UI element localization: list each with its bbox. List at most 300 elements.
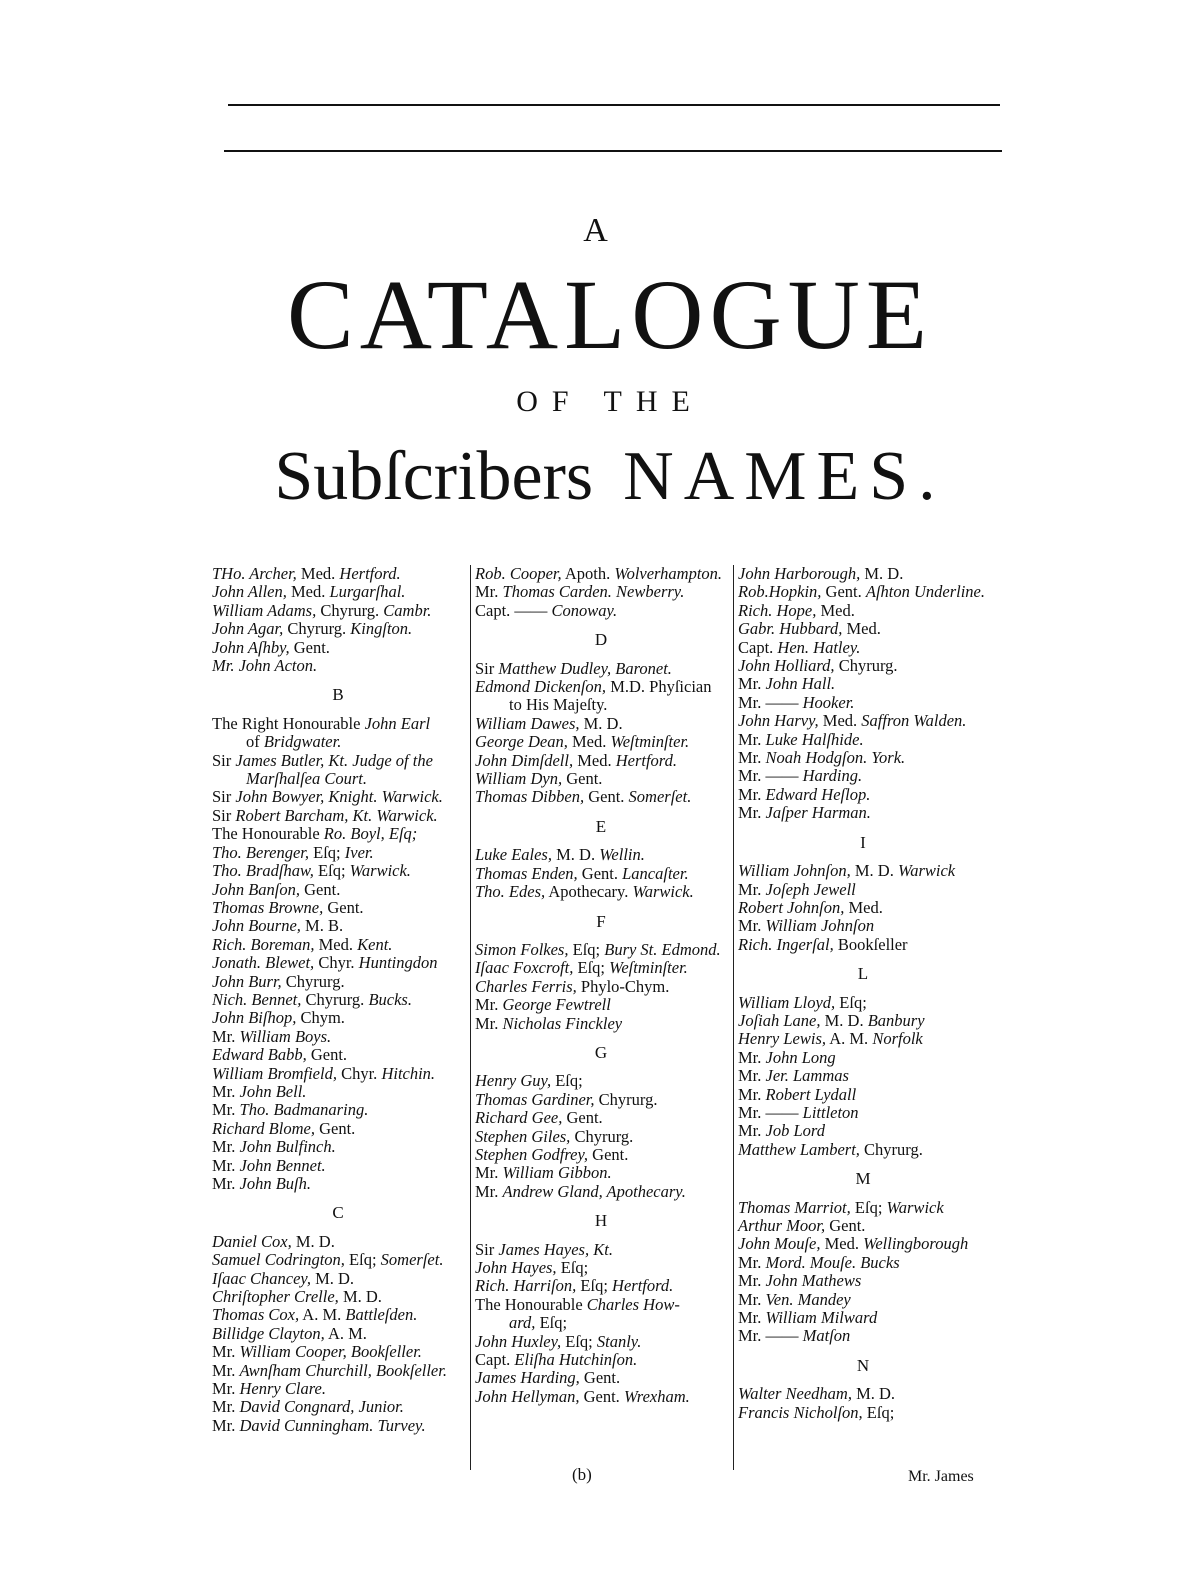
subscriber-title: Capt. —— — [475, 600, 552, 620]
subscriber-entry — [738, 731, 988, 749]
subscriber-place: Warwick — [897, 861, 956, 881]
subscriber-name: Rich. Boreman, — [212, 934, 315, 954]
subscriber-title: Gent. — [821, 582, 866, 602]
subscriber-name: Rich. Hope, — [738, 600, 817, 620]
subscriber-entry — [475, 1128, 727, 1146]
subscriber-name: John Banſon, — [212, 879, 300, 899]
subscriber-place: James Hayes, Kt. — [498, 1239, 613, 1259]
subscriber-place: John Bennet. — [239, 1155, 326, 1175]
subscriber-title: The Honourable — [475, 1294, 587, 1314]
subscriber-entry — [738, 881, 988, 899]
subscriber-place: David Cunningham. Turvey. — [239, 1415, 426, 1435]
subscriber-title: Mr. — [738, 1308, 766, 1328]
subscriber-title: Mr. — [738, 1252, 766, 1272]
subscriber-title: Med. — [844, 897, 883, 917]
subscriber-name: Samuel Codrington, — [212, 1250, 345, 1270]
subscriber-place: James Butler, Kt. Judge of the — [235, 750, 433, 770]
subscriber-title: Mr. — [738, 1047, 766, 1067]
subscriber-entry — [738, 862, 988, 880]
subscriber-entry — [738, 1309, 988, 1327]
subscriber-entry — [738, 917, 988, 935]
title-catalogue: CATALOGUE — [287, 259, 933, 370]
subscriber-title: Mr. — [212, 1379, 240, 1399]
subscriber-entry — [475, 1015, 727, 1033]
subscriber-title: Chyrurg. — [834, 656, 898, 676]
subscriber-title: Capt. — [475, 1350, 515, 1370]
subscriber-title: Eſq; — [573, 958, 610, 978]
subscriber-title: A. M. — [324, 1323, 367, 1343]
title-subscribers-names — [0, 438, 1191, 515]
subscriber-entry — [475, 865, 727, 883]
subscriber-entry — [738, 1141, 988, 1159]
subscriber-title: Mr. — [738, 784, 766, 804]
subscriber-entry — [212, 973, 464, 991]
subscriber-place: Warwick. — [349, 861, 411, 881]
subscriber-name: Tho. Bradſhaw, — [212, 861, 314, 881]
subscriber-place: Robert Lydall — [765, 1084, 857, 1104]
subscriber-entry — [738, 1327, 988, 1345]
subscriber-title: Mr. — [475, 1181, 503, 1201]
subscriber-name: Rich. Harriſon, — [475, 1276, 577, 1296]
subscriber-entry — [212, 715, 464, 733]
subscriber-title: Gent. — [579, 1386, 624, 1406]
subscriber-name: John Mouſe, — [738, 1234, 821, 1254]
subscriber-title: Med. — [842, 619, 881, 639]
subscriber-entry — [212, 1343, 464, 1361]
subscriber-name: Jonath. Blewet, — [212, 953, 315, 973]
subscriber-entry — [212, 1362, 464, 1380]
subscriber-title: Chyr. — [336, 1063, 382, 1083]
subscriber-entry — [212, 936, 464, 954]
subscriber-title: Mr. — [212, 1100, 240, 1120]
column-divider-1 — [470, 565, 471, 1470]
subscriber-place: John Long — [765, 1047, 836, 1067]
subscriber-title: Med. — [296, 564, 340, 583]
subscriber-title: Eſq; — [309, 842, 345, 862]
subscriber-title: Chyrurg. — [283, 619, 351, 639]
subscriber-title: Mr. — [738, 1121, 766, 1141]
subscriber-entry — [738, 994, 988, 1012]
subscriber-place: Weſtminſter. — [610, 732, 690, 752]
subscriber-entry — [212, 1175, 464, 1193]
column-divider-2 — [733, 565, 734, 1470]
subscriber-place: Ro. Boyl, Eſq; — [323, 824, 418, 844]
subscriber-name: Thomas Marriot, — [738, 1197, 851, 1217]
subscriber-place: John Bell. — [239, 1081, 307, 1101]
subscriber-entry — [212, 1009, 464, 1027]
subscriber-entry — [475, 788, 727, 806]
subscriber-place: Awnſham Churchill, Bookſeller. — [239, 1360, 447, 1380]
subscriber-name: Mr. John Acton. — [212, 656, 318, 676]
subscriber-entry — [212, 1138, 464, 1156]
subscriber-entry — [475, 1072, 727, 1090]
subscriber-place: Wellin. — [599, 845, 645, 865]
subscriber-name: William Adams, — [212, 600, 317, 620]
subscriber-title: Gent. — [314, 1118, 356, 1138]
subscriber-name: Joſiah Lane, — [738, 1010, 821, 1030]
subscriber-place: David Congnard, Junior. — [239, 1397, 404, 1417]
subscriber-name: John Aſhby, — [212, 637, 290, 657]
subscriber-title: Gent. — [579, 1368, 621, 1388]
subscriber-title: Mr. — [738, 1066, 766, 1086]
subscriber-entry — [475, 602, 727, 620]
subscriber-entry — [475, 941, 727, 959]
subscriber-place: Matſon — [802, 1326, 851, 1346]
subscriber-entry — [475, 565, 727, 583]
subscriber-name: Iſaac Chancey, — [212, 1268, 311, 1288]
subscriber-title: Gent. — [577, 863, 623, 883]
subscriber-title: Mr. — [738, 803, 766, 823]
subscriber-place: John Earl — [364, 713, 431, 733]
subscriber-entry — [212, 1065, 464, 1083]
subscriber-place: John Mathews — [765, 1271, 862, 1291]
subscriber-title: Eſq; — [535, 1313, 568, 1333]
subscriber-entry — [475, 883, 727, 901]
subscriber-entry — [475, 1277, 727, 1295]
subscriber-title: Mr. — [738, 1084, 766, 1104]
subscriber-name: Thomas Gardiner, — [475, 1089, 595, 1109]
subscriber-title: Mr. — [738, 1289, 766, 1309]
subscriber-entry — [738, 899, 988, 917]
subscriber-name: Rich. Ingerſal, — [738, 934, 834, 954]
subscriber-title: Chyrurg. — [570, 1126, 634, 1146]
subscriber-entry — [475, 1241, 727, 1259]
subscriber-entry — [738, 1104, 988, 1122]
subscriber-place: John Hall. — [765, 674, 836, 694]
subscriber-title: Med. — [286, 582, 330, 602]
subscriber-entry — [738, 675, 988, 693]
subscriber-entry — [475, 770, 727, 788]
subscriber-title: Eſq; — [551, 1071, 583, 1091]
subscriber-title: Eſq; — [561, 1331, 597, 1351]
subscriber-title: Eſq; — [313, 861, 350, 881]
subscriber-name: John Huxley, — [475, 1331, 562, 1351]
title-names: NAMES. — [623, 438, 946, 515]
subscriber-title: Mr. — [212, 1174, 240, 1193]
subscriber-title: Med. — [818, 711, 862, 731]
subscriber-place: Hooker. — [802, 692, 855, 712]
subscriber-entry — [212, 825, 464, 843]
subscriber-name: Simon Folkes, — [475, 939, 569, 959]
subscriber-entry — [212, 1120, 464, 1138]
subscriber-title: Mr. — [212, 1397, 240, 1417]
subscriber-place: Mord. Mouſe. Bucks — [765, 1252, 900, 1272]
section-letter: I — [860, 832, 866, 852]
subscriber-entry — [212, 1046, 464, 1064]
subscriber-title: M. D. — [551, 845, 600, 865]
subscriber-entry — [475, 959, 727, 977]
subscriber-title: Sir — [212, 805, 236, 825]
subscriber-title: Eſq; — [850, 1197, 887, 1217]
subscriber-entry — [475, 1109, 727, 1127]
subscriber-title: Eſq; — [344, 1250, 381, 1270]
subscriber-entry — [475, 1351, 727, 1369]
subscriber-entry — [738, 694, 988, 712]
subscriber-name: George Dean, — [475, 732, 568, 752]
subscriber-entry — [738, 1049, 988, 1067]
subscriber-entry — [212, 1288, 464, 1306]
subscriber-place: William Milward — [765, 1308, 878, 1328]
subscriber-title: Mr. — [212, 1360, 240, 1380]
subscriber-entry — [212, 770, 464, 788]
subscriber-place: Eliſha Hutchinſon. — [514, 1350, 638, 1370]
subscriber-entry — [475, 1333, 727, 1351]
subscriber-entry — [212, 1028, 464, 1046]
subscriber-entry — [738, 1122, 988, 1140]
subscriber-title: Gent. — [825, 1216, 866, 1235]
subscriber-name: Richard Gee, — [475, 1108, 563, 1128]
subscriber-name: William Dawes, — [475, 713, 580, 733]
subscriber-name: Billidge Clayton, — [212, 1323, 325, 1343]
subscriber-title: Sir — [212, 787, 236, 807]
subscriber-title: Med. — [573, 750, 616, 770]
subscriber-name: THo. Archer, — [212, 564, 297, 583]
section-letter: D — [594, 630, 608, 650]
subscriber-name: John Hellyman, — [475, 1386, 580, 1406]
subscriber-title: Eſq; — [835, 992, 867, 1012]
subscriber-entry — [212, 1233, 464, 1251]
subscriber-title: M. D. — [338, 1287, 382, 1307]
subscriber-entry — [212, 1380, 464, 1398]
subscriber-entry — [212, 1325, 464, 1343]
subscriber-entry — [738, 1012, 988, 1030]
subscriber-name: Thomas Cox, — [212, 1305, 300, 1325]
subscriber-entry — [475, 1164, 727, 1182]
subscriber-entry — [475, 1183, 727, 1201]
subscriber-entry — [475, 678, 727, 696]
subscriber-title: Gent. — [323, 897, 364, 917]
title-of-the: OF THE — [516, 385, 704, 418]
subscriber-title: Chyrurg. — [859, 1139, 923, 1159]
subscriber-entry — [212, 752, 464, 770]
subscriber-entry — [738, 1030, 988, 1048]
subscriber-place: Tho. Badmanaring. — [239, 1100, 369, 1120]
subscriber-title: Sir — [475, 658, 499, 678]
subscriber-name: William Johnſon, — [738, 861, 851, 881]
subscriber-name: Robert Johnſon, — [738, 897, 845, 917]
subscriber-title: Mr. — [212, 1081, 240, 1101]
subscriber-entry — [475, 715, 727, 733]
top-rule-2 — [224, 150, 1002, 152]
subscriber-place: Ven. Mandey — [765, 1289, 851, 1309]
subscriber-place: Thomas Carden. Newberry. — [502, 582, 685, 602]
subscriber-entry — [475, 1314, 727, 1332]
subscriber-place: Hertford. — [339, 564, 401, 583]
subscriber-name: Tho. Edes, — [475, 882, 546, 902]
subscriber-place: Weſtminſter. — [609, 958, 688, 978]
subscriber-entry — [738, 1235, 988, 1253]
subscriber-entry — [212, 1270, 464, 1288]
subscriber-place: Bucks. — [368, 989, 412, 1009]
subscriber-entry — [738, 936, 988, 954]
subscriber-entry — [475, 733, 727, 751]
subscriber-entry — [212, 862, 464, 880]
subscriber-title: Mr. — [475, 582, 503, 602]
subscriber-name: Thomas Browne, — [212, 897, 324, 917]
subscriber-title: M. D. — [860, 564, 904, 583]
subscriber-place: Cambr. — [383, 600, 432, 620]
subscriber-place: Noah Hodgſon. York. — [765, 748, 906, 768]
subscriber-place: John Buſh. — [239, 1174, 312, 1193]
subscriber-title: Med. — [567, 732, 611, 752]
subscriber-name: John Holliard, — [738, 656, 835, 676]
subscriber-title: of — [246, 732, 264, 752]
subscriber-entry — [738, 1404, 988, 1422]
subscriber-entry — [738, 1199, 988, 1217]
subscriber-place: Warwick. — [632, 882, 694, 902]
subscriber-entry — [212, 917, 464, 935]
subscriber-entry — [738, 1254, 988, 1272]
subscriber-entry — [475, 978, 727, 996]
subscriber-place: Battleſden. — [345, 1305, 418, 1325]
subscriber-title: Gent. — [584, 787, 629, 807]
subscriber-name: Edmond Dickenſon, — [475, 677, 607, 697]
subscriber-name: ard, — [509, 1313, 536, 1333]
subscriber-title: M. D. — [291, 1231, 335, 1251]
subscriber-title: M. D. — [310, 1268, 355, 1288]
subscriber-place: Luke Halſhide. — [765, 729, 864, 749]
section-letter: N — [856, 1355, 870, 1375]
subscriber-place: Jer. Lammas — [765, 1066, 849, 1086]
signature-mark: (b) — [572, 1465, 592, 1484]
subscriber-place: Norfolk — [872, 1029, 923, 1049]
subscriber-place: Henry Clare. — [239, 1379, 326, 1399]
section-letter: C — [332, 1203, 344, 1223]
subscriber-place: William Gibbon. — [502, 1163, 612, 1183]
subscriber-name: Thomas Enden, — [475, 863, 578, 883]
subscriber-entry — [212, 1083, 464, 1101]
subscriber-title: to His Majeſty. — [509, 695, 608, 715]
subscriber-entry — [212, 1306, 464, 1324]
subscriber-name: Nich. Bennet, — [212, 989, 302, 1009]
subscriber-title: M. D. — [851, 1384, 896, 1404]
subscriber-name: Rob. Cooper, — [475, 564, 562, 583]
subscriber-name: Luke Eales, — [475, 845, 552, 865]
subscriber-name: John Allen, — [212, 582, 287, 602]
subscriber-entry — [212, 657, 464, 675]
subscriber-entry — [212, 639, 464, 657]
subscriber-entry — [738, 1067, 988, 1085]
subscriber-title: Chyrurg. — [594, 1089, 658, 1109]
subscriber-entry — [738, 712, 988, 730]
section-letter: H — [594, 1211, 608, 1231]
subscriber-title: Chyr. — [314, 953, 359, 973]
subscriber-place: Nicholas Finckley — [502, 1013, 623, 1033]
title-subscribers: Subſcribers — [274, 438, 594, 515]
subscriber-name: Francis Nicholſon, — [738, 1402, 863, 1422]
section-letter: B — [332, 685, 344, 705]
subscriber-name: John Bourne, — [212, 916, 301, 936]
subscriber-entry — [475, 696, 727, 714]
subscriber-entry — [475, 1296, 727, 1314]
subscriber-place: Lurgarſhal. — [329, 582, 406, 602]
top-rule-1 — [228, 104, 1000, 106]
subscriber-title: Med. — [820, 1234, 864, 1254]
subscriber-place: Marſhalſea Court. — [246, 769, 368, 789]
subscriber-entry — [212, 1398, 464, 1416]
subscriber-name: Thomas Dibben, — [475, 787, 585, 807]
subscriber-entry — [475, 846, 727, 864]
subscriber-entry — [475, 583, 727, 601]
subscriber-entry — [738, 1217, 988, 1235]
section-letter: G — [594, 1042, 608, 1062]
subscriber-name: William Bromfield, — [212, 1063, 337, 1083]
subscriber-title: The Honourable — [212, 824, 324, 844]
subscriber-name: James Harding, — [475, 1368, 580, 1388]
subscriber-title: M. D. — [820, 1010, 868, 1030]
subscriber-place: Jaſper Harman. — [765, 803, 871, 823]
subscriber-name: John Dimſdell, — [475, 750, 574, 770]
subscriber-title: Mr. —— — [738, 1102, 803, 1122]
subscriber-place: Iver. — [344, 842, 374, 862]
subscriber-name: Rob.Hopkin, — [738, 582, 822, 602]
subscriber-entry — [475, 996, 727, 1014]
subscriber-place: Banbury — [867, 1010, 925, 1030]
subscriber-title: The Right Honourable — [212, 713, 365, 733]
subscriber-entry — [475, 752, 727, 770]
subscriber-entry — [212, 1157, 464, 1175]
subscriber-entry — [212, 620, 464, 638]
subscriber-place: Robert Barcham, Kt. Warwick. — [235, 805, 438, 825]
subscriber-title: Eſq; — [556, 1258, 589, 1277]
subscriber-entry — [475, 1259, 727, 1277]
subscriber-entry — [738, 1385, 988, 1403]
subscriber-place: Somerſet. — [628, 787, 692, 807]
subscriber-name: Daniel Cox, — [212, 1231, 292, 1251]
subscriber-entry — [475, 1388, 727, 1406]
subscriber-title: Eſq; — [862, 1402, 895, 1422]
section-letter: L — [857, 964, 869, 984]
subscriber-title: Eſq; — [576, 1276, 613, 1296]
subscriber-title: Chyrurg. — [281, 971, 345, 991]
subscriber-entry — [738, 639, 988, 657]
section-letter: M — [855, 1169, 871, 1189]
subscriber-title: Capt. — [738, 637, 778, 657]
subscriber-name: Richard Blome, — [212, 1118, 315, 1138]
subscriber-name: John Hayes, — [475, 1258, 557, 1277]
subscriber-entry — [212, 1417, 464, 1435]
subscriber-place: William Boys. — [239, 1026, 332, 1046]
subscriber-name: John Harborough, — [738, 564, 861, 583]
subscriber-entry — [738, 1272, 988, 1290]
subscriber-title: Apoth. — [561, 564, 615, 583]
subscriber-title: M. B. — [300, 916, 344, 936]
subscriber-place: William Johnſon — [765, 916, 875, 936]
subscriber-name: Arthur Moor, — [738, 1216, 826, 1235]
subscriber-title: Mr. — [475, 1013, 503, 1033]
subscriber-name: Stephen Godfrey, — [475, 1144, 589, 1164]
subscriber-title: Gent. — [300, 879, 341, 899]
subscriber-place: Conoway. — [551, 600, 618, 620]
subscriber-entry — [212, 807, 464, 825]
title-a: A — [583, 212, 608, 249]
subscriber-title: Mr. — [738, 748, 766, 768]
subscriber-place: Warwick — [886, 1197, 944, 1217]
subscriber-name: John Biſhop, — [212, 1008, 297, 1028]
subscriber-name: Tho. Berenger, — [212, 842, 310, 862]
subscriber-title: M.D. Phyſician — [606, 677, 712, 697]
subscriber-title: Gent. — [588, 1144, 629, 1164]
subscriber-place: Kingſton. — [350, 619, 413, 639]
subscriber-name: Matthew Lambert, — [738, 1139, 860, 1159]
subscriber-place: Harding. — [802, 766, 863, 786]
subscriber-title: Mr. — [475, 995, 503, 1015]
subscriber-entry — [212, 565, 464, 583]
subscriber-place: George Fewtrell — [502, 995, 611, 1015]
subscriber-place: Wolverhampton. — [614, 564, 723, 583]
subscriber-place: Edward Heſlop. — [765, 784, 871, 804]
subscriber-entry — [738, 767, 988, 785]
